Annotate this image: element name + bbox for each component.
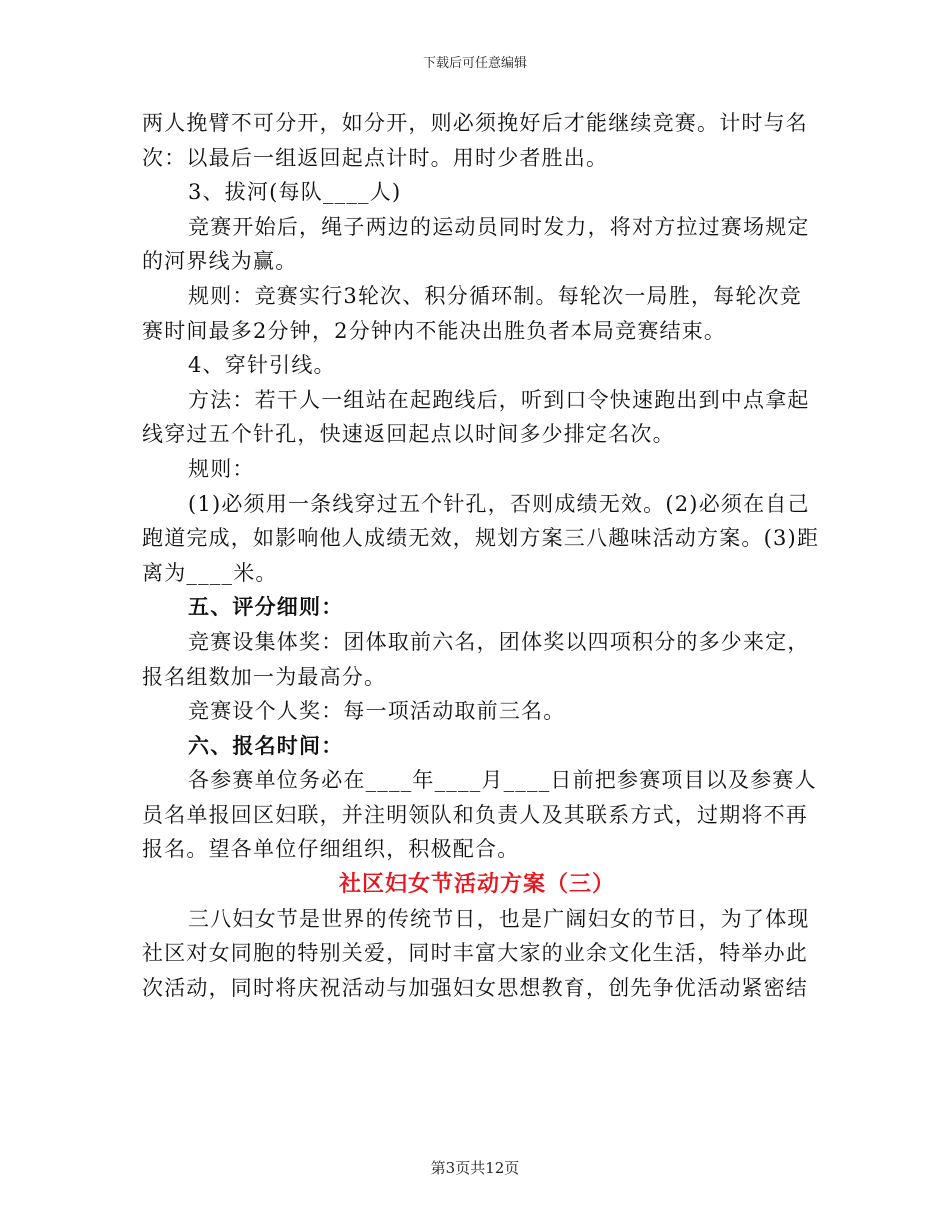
text-line: 各参赛单位务必在____年____月____日前把参赛项目以及参赛人 xyxy=(188,768,817,793)
text-line: (1)必须用一条线穿过五个针孔，否则成绩无效。(2)必须在自己 xyxy=(188,491,810,516)
text-line: 竞赛设个人奖：每一项活动取前三名。 xyxy=(188,699,566,724)
text-line: 两人挽臂不可分开，如分开，则必须挽好后才能继续竞赛。计时与名 xyxy=(142,111,808,135)
text-line: 离为____米。 xyxy=(142,560,278,585)
body-paragraphs xyxy=(142,106,820,867)
document-body xyxy=(142,106,820,1005)
section-heading: 六、报名时间： xyxy=(188,732,344,758)
text-line: 跑道完成，如影响他人成绩无效，规划方案三八趣味活动方案。(3)距 xyxy=(142,526,820,551)
text-line: 规则：竞赛实行3轮次、积分循环制。每轮次一局胜，每轮次竞 xyxy=(188,283,802,308)
text-line: 的河界线为赢。 xyxy=(142,249,298,274)
text-line: 次：以最后一组返回起点计时。用时少者胜出。 xyxy=(142,145,609,170)
text-line: 报名组数加一为最高分。 xyxy=(142,664,387,689)
text-line: 4、穿针引线。 xyxy=(188,353,336,378)
text-line: 报名。望各单位仔细组织，积极配合。 xyxy=(142,837,520,862)
text-line: 规则： xyxy=(188,456,255,481)
text-line: 竞赛开始后，绳子两边的运动员同时发力，将对方拉过赛场规定 xyxy=(188,214,810,239)
text-line: 线穿过五个针孔，快速返回起点以时间多少排定名次。 xyxy=(142,422,675,447)
section-title: 社区妇女节活动方案（三） xyxy=(338,871,615,898)
section-paragraphs xyxy=(142,902,812,1006)
text-line: 赛时间最多2分钟，2分钟内不能决出胜负者本局竞赛结束。 xyxy=(142,318,727,343)
page-header: 下载后可任意编辑 xyxy=(422,56,527,71)
text-line: 三八妇女节是世界的传统节日，也是广阔妇女的节日，为了体现 xyxy=(188,906,810,931)
text-line: 社区对女同胞的特别关爱，同时丰富大家的业余文化生活，特举办此 xyxy=(142,941,808,966)
text-line: 次活动，同时将庆祝活动与加强妇女思想教育，创先争优活动紧密结 xyxy=(142,975,808,1000)
section-heading: 五、评分细则： xyxy=(188,594,344,620)
text-line: 方法：若干人一组站在起跑线后，听到口令快速跑出到中点拿起 xyxy=(188,387,810,412)
page-footer: 第3页共12页 xyxy=(430,1159,520,1177)
text-line: 3、拔河(每队____人) xyxy=(188,180,402,205)
text-line: 竞赛设集体奖：团体取前六名，团体奖以四项积分的多少来定， xyxy=(188,629,810,654)
text-line: 员名单报回区妇联，并注明领队和负责人及其联系方式，过期将不再 xyxy=(142,802,808,827)
